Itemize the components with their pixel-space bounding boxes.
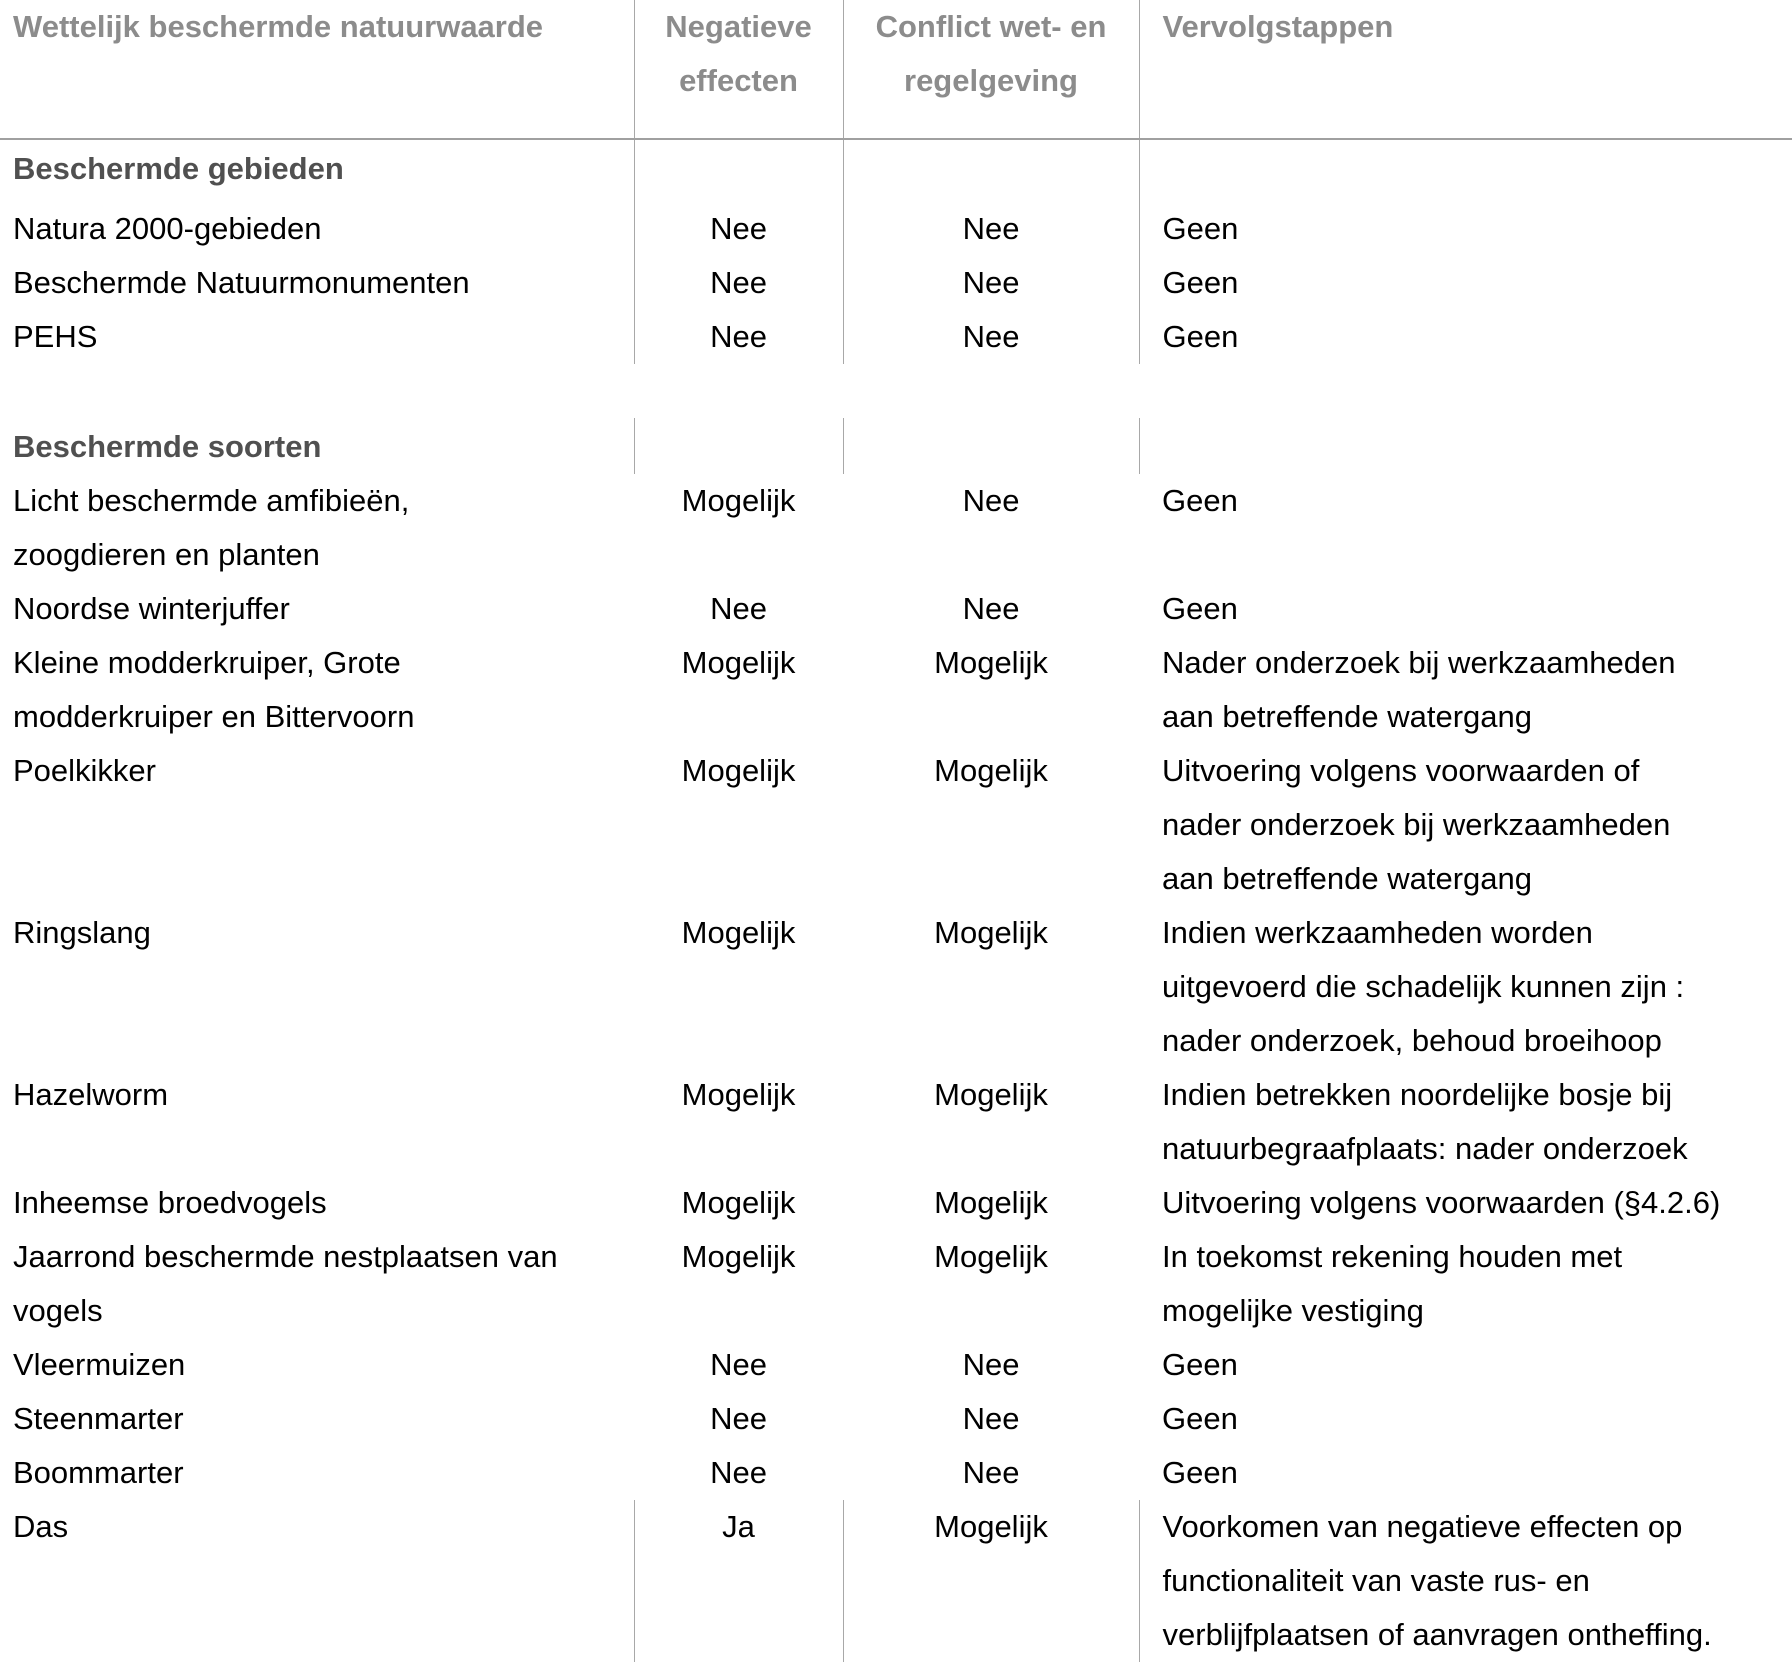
header-negatieve-effecten	[634, 0, 843, 139]
cell-name: Ringslang	[13, 915, 151, 950]
header-natuurwaarde-label: Wettelijk beschermde natuurwaarde	[13, 9, 544, 44]
cell-steps: Geen	[1162, 1347, 1238, 1382]
cell-effect: Nee	[710, 1347, 767, 1382]
cell-name: PEHS	[13, 319, 98, 354]
table-row	[0, 1176, 1792, 1230]
cell-effect: Mogelijk	[681, 1185, 796, 1220]
cell-conflict: Nee	[962, 1455, 1020, 1490]
cell-steps: Voorkomen van negatieve effecten op functionaliteit van vaste rus- en verblijfplaatsen of aanvragen ontheffing.	[1139, 1500, 1792, 1662]
cell-steps: Uitvoering volgens voorwaarden of nader onderzoek bij werkzaamheden aan betreffende watergang	[1162, 753, 1671, 896]
table-row	[0, 1230, 1792, 1338]
cell-conflict: Mogelijk	[934, 753, 1048, 788]
section-row-gebieden	[0, 139, 1792, 202]
cell-name: Poelkikker	[13, 753, 156, 788]
table-row	[0, 906, 1792, 1068]
header-negatieve-effecten-line-1: Negatieve	[665, 9, 812, 44]
cell-name: Vleermuizen	[13, 1347, 186, 1382]
cell-name: Jaarrond beschermde nestplaatsen van vogels	[13, 1239, 558, 1328]
cell-name: Kleine modderkruiper, Grote modderkruiper en Bittervoorn	[13, 645, 415, 734]
table-header-row	[0, 0, 1792, 139]
cell-name: Beschermde Natuurmonumenten	[13, 265, 470, 300]
cell-name: Natura 2000-gebieden	[13, 211, 322, 246]
cell-name: Das	[13, 1509, 69, 1544]
cell-conflict: Mogelijk	[934, 1185, 1048, 1220]
table-row	[0, 202, 1792, 256]
cell-steps: In toekomst rekening houden met mogelijke vestiging	[1162, 1239, 1623, 1328]
cell-name: Hazelworm	[13, 1077, 169, 1112]
table-row	[0, 636, 1792, 744]
cell-effect: Nee	[710, 1455, 767, 1490]
cell-effect: Nee	[634, 256, 843, 310]
cell-conflict: Mogelijk	[934, 1077, 1048, 1112]
table-row	[0, 1392, 1792, 1446]
cell-effect: Mogelijk	[681, 483, 796, 518]
cell-steps: Uitvoering volgens voorwaarden (§4.2.6)	[1162, 1185, 1721, 1220]
table-row	[0, 582, 1792, 636]
cell-conflict: Mogelijk	[934, 645, 1048, 680]
cell-name: Boommarter	[13, 1455, 184, 1490]
cell-steps: Geen	[1162, 483, 1238, 518]
cell-effect: Ja	[634, 1500, 843, 1662]
cell-conflict: Nee	[962, 1347, 1020, 1382]
header-vervolgstappen-label: Vervolgstappen	[1162, 9, 1394, 44]
table-row	[0, 744, 1792, 906]
cell-conflict: Mogelijk	[934, 915, 1048, 950]
cell-steps: Geen	[1162, 1401, 1238, 1436]
cell-conflict: Mogelijk	[934, 1239, 1048, 1274]
table-row	[0, 310, 1792, 364]
cell-effect: Mogelijk	[681, 753, 796, 788]
table-row	[0, 1068, 1792, 1176]
cell-conflict: Nee	[843, 202, 1139, 256]
cell-conflict: Nee	[843, 310, 1139, 364]
cell-conflict: Nee	[962, 591, 1020, 626]
header-negatieve-effecten-line-2: effecten	[679, 63, 798, 98]
table-row	[0, 474, 1792, 582]
cell-effect: Nee	[634, 202, 843, 256]
header-vervolgstappen	[1139, 0, 1792, 139]
cell-steps: Indien betrekken noordelijke bosje bij natuurbegraafplaats: nader onderzoek	[1162, 1077, 1688, 1166]
cell-effect: Mogelijk	[681, 915, 796, 950]
cell-name: Inheemse broedvogels	[13, 1185, 327, 1220]
cell-conflict: Nee	[962, 1401, 1020, 1436]
section-row-soorten	[0, 418, 1792, 474]
cell-steps: Geen	[1139, 310, 1792, 364]
cell-conflict: Mogelijk	[843, 1500, 1139, 1662]
cell-steps: Geen	[1139, 256, 1792, 310]
cell-effect: Nee	[710, 1401, 767, 1436]
cell-steps: Geen	[1162, 1455, 1238, 1490]
cell-steps: Geen	[1162, 591, 1238, 626]
cell-conflict: Nee	[843, 256, 1139, 310]
header-natuurwaarde	[0, 0, 634, 139]
header-conflict	[843, 0, 1139, 139]
table-row	[0, 256, 1792, 310]
cell-effect: Mogelijk	[681, 645, 796, 680]
table-row	[0, 1500, 1792, 1662]
cell-effect: Nee	[634, 310, 843, 364]
header-conflict-line-1: Conflict wet- en	[875, 9, 1107, 44]
section-title-gebieden: Beschermde gebieden	[13, 151, 344, 186]
cell-steps: Indien werkzaamheden worden uitgevoerd die schadelijk kunnen zijn : nader onderzoek, behoud broeihoop	[1162, 915, 1685, 1058]
cell-steps: Geen	[1139, 202, 1792, 256]
cell-name: Steenmarter	[13, 1401, 184, 1436]
spacer-row	[0, 364, 1792, 418]
table-row	[0, 1338, 1792, 1392]
section-title-soorten: Beschermde soorten	[13, 429, 322, 464]
cell-name: Noordse winterjuffer	[13, 591, 290, 626]
cell-effect: Nee	[710, 591, 767, 626]
cell-effect: Mogelijk	[681, 1239, 796, 1274]
header-conflict-line-2: regelgeving	[904, 63, 1078, 98]
cell-effect: Mogelijk	[681, 1077, 796, 1112]
cell-steps: Nader onderzoek bij werkzaamheden aan betreffende watergang	[1162, 645, 1676, 734]
table-row	[0, 1446, 1792, 1500]
cell-name: Licht beschermde amfibieën, zoogdieren en planten	[13, 483, 410, 572]
cell-conflict: Nee	[962, 483, 1020, 518]
